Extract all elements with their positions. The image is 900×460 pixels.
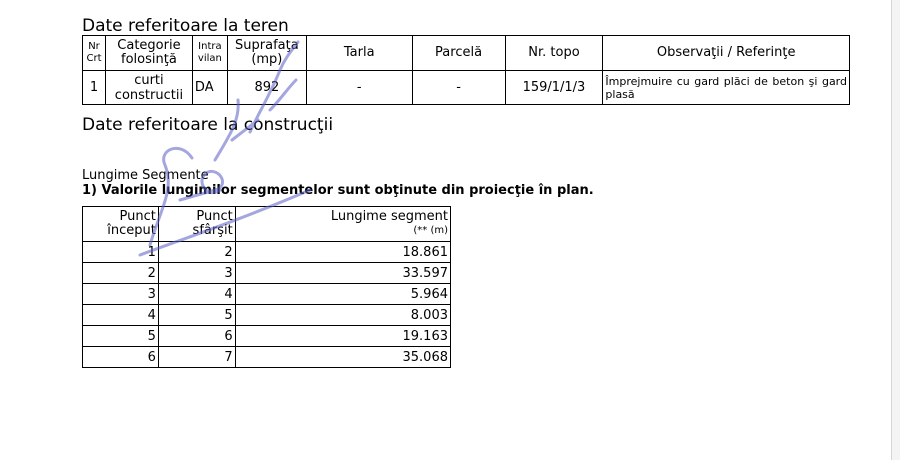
segmente-table (82, 206, 451, 368)
teren-heading: Date referitoare la teren (82, 16, 289, 36)
cell-nr: 1 (83, 71, 106, 105)
cell-end: 2 (158, 242, 235, 263)
cell-end: 6 (158, 326, 235, 347)
cell-end: 3 (158, 263, 235, 284)
cell-length: 33.597 (235, 263, 450, 284)
segmente-title: Lungime Segmente (82, 168, 209, 183)
col-lungime-label: Lungime segment (330, 209, 448, 224)
col-nr-crt: Nr Crt (83, 36, 106, 71)
cell-nr-topo: 159/1/1/3 (505, 71, 603, 105)
col-intravilan: Intra vilan (192, 36, 227, 71)
table-row (83, 263, 451, 284)
page-edge (891, 0, 900, 460)
segmente-header-row (83, 207, 451, 242)
cell-observatii: Împrejmuire cu gard plăci de beton şi gard plasă (603, 71, 850, 105)
cell-start: 5 (83, 326, 159, 347)
col-suprafata: Suprafaţa (mp) (227, 36, 306, 71)
cell-end: 4 (158, 284, 235, 305)
cell-tarla: - (306, 71, 412, 105)
cell-parcela: - (412, 71, 505, 105)
segmente-note: 1) Valorile lungimilor segmentelor sunt obţinute din proiecţie în plan. (82, 183, 594, 198)
cell-length: 5.964 (235, 284, 450, 305)
table-row (83, 71, 850, 105)
table-row (83, 284, 451, 305)
cell-length: 18.861 (235, 242, 450, 263)
cell-length: 35.068 (235, 347, 450, 368)
table-row (83, 326, 451, 347)
cell-length: 19.163 (235, 326, 450, 347)
col-categorie: Categorie folosinţă (105, 36, 192, 71)
col-observatii: Observaţii / Referinţe (603, 36, 850, 71)
cell-suprafata: 892 (227, 71, 306, 105)
cell-end: 7 (158, 347, 235, 368)
cell-intravilan: DA (192, 71, 227, 105)
col-lungime-unit: (** (m) (413, 225, 448, 236)
col-punct-sfarsit: Punct sfârşit (158, 207, 235, 242)
cell-length: 8.003 (235, 305, 450, 326)
col-parcela: Parcelă (412, 36, 505, 71)
cell-end: 5 (158, 305, 235, 326)
cell-start: 4 (83, 305, 159, 326)
teren-header-row (83, 36, 850, 71)
cell-start: 2 (83, 263, 159, 284)
col-lungime (235, 207, 450, 242)
cell-start: 1 (83, 242, 159, 263)
cell-categorie: curti constructii (105, 71, 192, 105)
table-row (83, 242, 451, 263)
teren-table (82, 35, 850, 105)
col-punct-inceput: Punct început (83, 207, 159, 242)
table-row (83, 305, 451, 326)
col-nr-topo: Nr. topo (505, 36, 603, 71)
cell-start: 3 (83, 284, 159, 305)
table-row (83, 347, 451, 368)
col-tarla: Tarla (306, 36, 412, 71)
cell-start: 6 (83, 347, 159, 368)
constructii-heading: Date referitoare la construcţii (82, 115, 334, 135)
